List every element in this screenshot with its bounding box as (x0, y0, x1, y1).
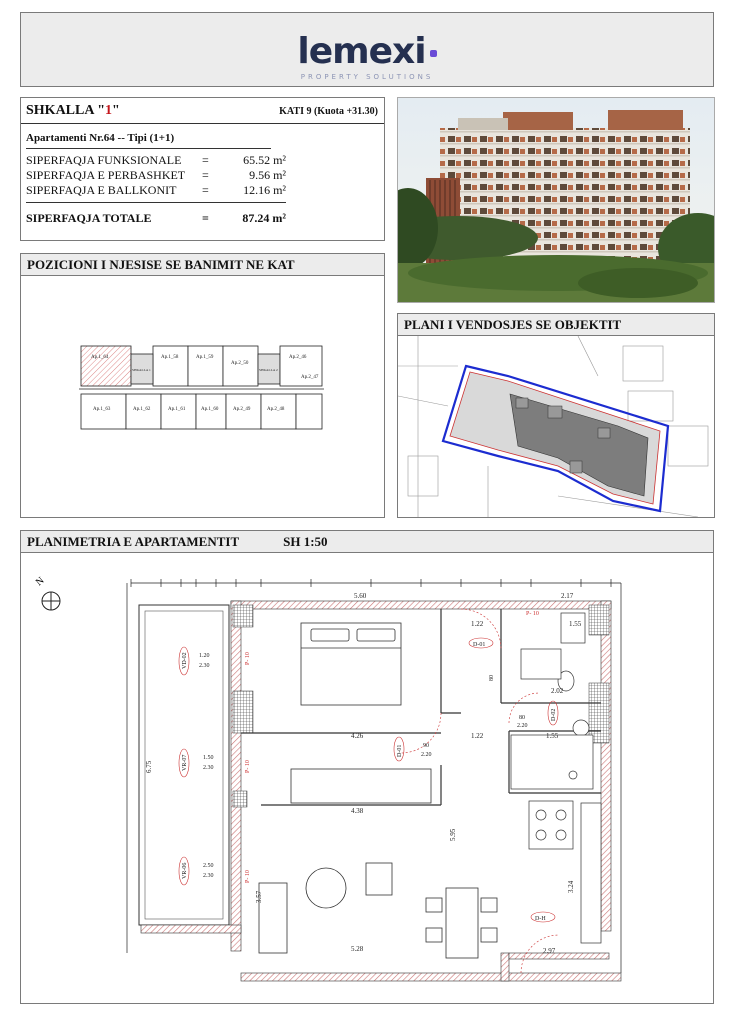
dim-label: 2.02 (551, 687, 564, 695)
unit-label: Ap.1_58 (161, 355, 179, 360)
unit-label: Ap.2_50 (231, 361, 249, 366)
unit-label: Ap.1_62 (133, 407, 151, 412)
unit-position-header: POZICIONI I NJESISE SE BANIMIT NE KAT (21, 254, 384, 276)
door-width: 80 (519, 715, 525, 721)
apartment-plan-panel (20, 530, 714, 1004)
site-plan-header: PLANI I VENDOSJES SE OBJEKTIT (398, 314, 714, 336)
floor-key-plan (21, 276, 384, 517)
dim-label: 1.55 (569, 620, 582, 628)
door-tag: D-02 (551, 708, 557, 721)
dim-label: 5.60 (354, 592, 367, 600)
unit-label: Ap.1_61 (168, 407, 186, 412)
unit-label: Ap.2_46 (289, 355, 307, 360)
window-width: 2.50 (203, 863, 214, 869)
door-height: 2.20 (517, 723, 528, 729)
door-height: 2.20 (421, 752, 432, 758)
window-tag: VR-06 (182, 862, 188, 879)
door-tag: D-01 (397, 744, 403, 757)
door-tag: D-01 (473, 642, 486, 648)
building-render-image (397, 97, 715, 303)
north-label: N (33, 575, 47, 589)
door-width: 80 (489, 675, 495, 681)
unit-label: Ap.1_64 (91, 355, 109, 360)
dim-label: 1.22 (471, 620, 484, 628)
unit-label: Ap.1_59 (196, 355, 214, 360)
unit-label: Ap.1_63 (93, 407, 111, 412)
dim-label: 5.95 (449, 828, 457, 841)
window-tag: VR-07 (182, 754, 188, 771)
door-width: 90 (423, 743, 429, 749)
unit-position-panel (20, 253, 385, 518)
logo-dot-icon (430, 50, 437, 57)
north-arrow-icon (34, 575, 60, 610)
p-label: P- 10 (245, 760, 251, 773)
dim-label: 4.38 (351, 807, 364, 815)
site-plan-drawing (398, 336, 714, 517)
window-height: 2.30 (203, 873, 214, 879)
window-height: 2.30 (199, 663, 210, 669)
dim-label: 4.26 (351, 732, 364, 740)
p-label: P- 10 (245, 652, 251, 665)
apartment-floor-plan (21, 553, 713, 1003)
unit-label: Ap.2_47 (301, 375, 319, 380)
dim-label: 6.75 (145, 760, 153, 773)
p-label: P- 10 (245, 870, 251, 883)
door-tag: D-H (535, 916, 546, 922)
window-tag: VD-02 (182, 652, 188, 669)
window-width: 1.50 (203, 755, 214, 761)
dim-label: 1.22 (471, 732, 484, 740)
apartment-info-panel: SHKALLA "1" KATI 9 (Kuota +31.30) Apartamenti Nr.64 -- Tipi (1+1) SIPERFAQJA FUNKSIONALE = 65.52 m² SIPERFAQJA E PERBASHKET = 9.56 m² SIPERFAQJA E BALLKONIT = 12.16 m² SIPERFAQJA TOTALE = 87.24 m² (20, 97, 385, 241)
unit-label: Ap.2_48 (267, 407, 285, 412)
floor-label: KATI 9 (Kuota +31.30) (279, 106, 378, 117)
unit-label: Ap.1_60 (201, 407, 219, 412)
dim-label: 2.17 (561, 592, 574, 600)
site-plan-panel (397, 313, 715, 518)
p-label: P- 10 (526, 611, 539, 617)
stair-label: SHKALLA 1 (132, 368, 151, 372)
dim-label: 1.55 (546, 732, 559, 740)
window-width: 1.20 (199, 653, 210, 659)
dim-label: 5.28 (351, 945, 364, 953)
stair-title: SHKALLA "1" (26, 103, 120, 118)
logo-tagline: PROPERTY SOLUTIONS (300, 73, 434, 81)
apartment-plan-header: PLANIMETRIA E APARTAMENTIT SH 1:50 (21, 531, 713, 553)
unit-label: Ap.2_49 (233, 407, 251, 412)
dim-label: 3.24 (567, 880, 575, 893)
dim-label: 2.97 (543, 947, 556, 955)
logo-header (20, 12, 714, 87)
apartment-type: Apartamenti Nr.64 -- Tipi (1+1) (26, 132, 175, 144)
window-height: 2.30 (203, 765, 214, 771)
stair-label: SHKALLA 2 (259, 368, 278, 372)
logo: lemexi (21, 31, 713, 72)
dim-label: 3.57 (255, 890, 263, 903)
